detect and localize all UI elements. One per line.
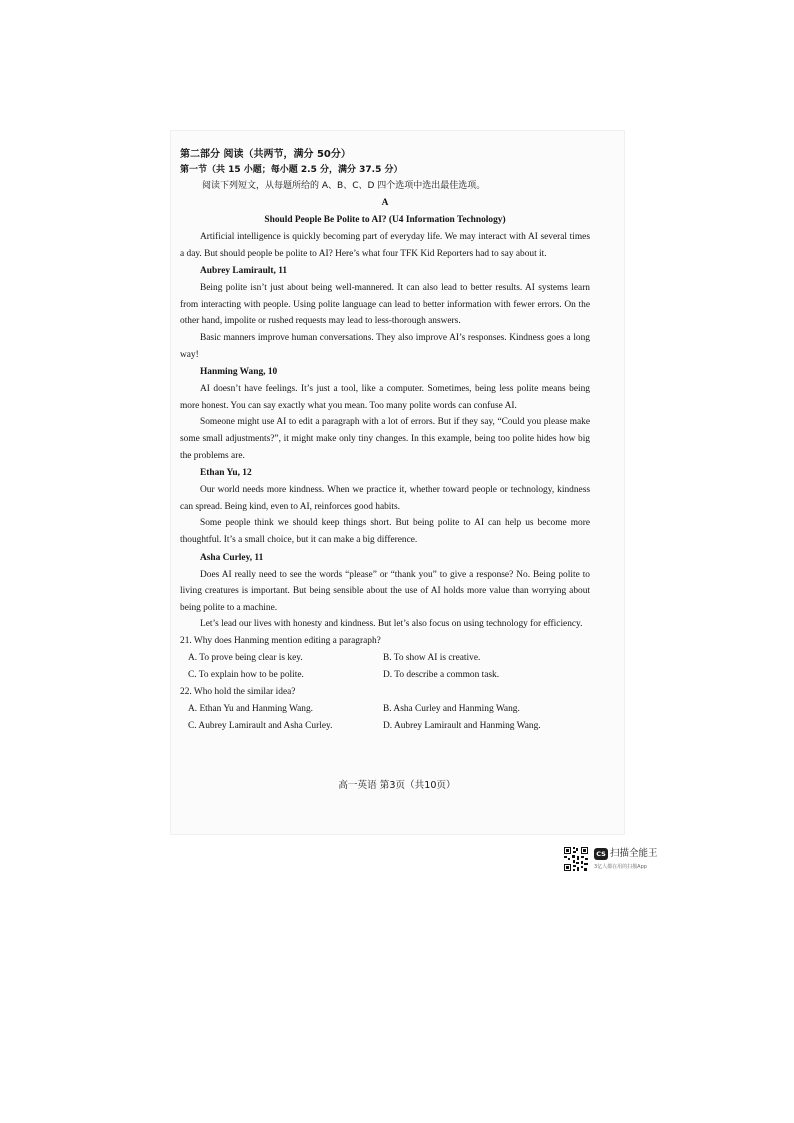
passage-paragraph: Some people think we should keep things short. But being polite to AI can help us become more thoughtful. It’s a small choice, but it can make a big difference. bbox=[180, 518, 590, 545]
passage-title: Should People Be Polite to AI? (U4 Information Technology) bbox=[264, 215, 506, 225]
section-heading: 第一节（共 15 小题；每小题 2.5 分，满分 37.5 分） bbox=[180, 165, 403, 175]
scanner-logo: CS bbox=[594, 848, 608, 860]
passage-paragraph: Basic manners improve human conversations. They also improve AI’s responses. Kindness goes a long way! bbox=[180, 332, 590, 360]
passage-letter: A bbox=[381, 198, 389, 208]
speaker-name: Hanming Wang, 10 bbox=[200, 367, 278, 378]
passage-paragraph: Being polite isn’t just about being well-mannered. It can also lead to better results. AI systems learn from interacting with people. Using polite language can lead to better information with fewer errors. On the other hand, impolite or rushed requests may lead to less-thorough answers. bbox=[180, 283, 590, 327]
passage-paragraph: AI doesn’t have feelings. It’s just a tool, like a computer. Sometimes, being less polite means being more honest. You can say exactly what you mean. Too many polite words can confuse AI. bbox=[180, 384, 590, 411]
scanner-watermark bbox=[563, 846, 673, 874]
answer-option: C. To explain how to be polite. bbox=[188, 669, 304, 680]
speaker-name: Aubrey Lamirault, 11 bbox=[200, 266, 288, 277]
reading-section bbox=[180, 146, 590, 735]
passage-intro: Artificial intelligence is quickly becoming part of everyday life. We may interact with AI several times a day. But should people be polite to AI? Here’s what four TFK Kid Reporters had to say about it. bbox=[180, 232, 590, 259]
scanner-tagline: 3亿人都在用的扫描App bbox=[594, 864, 647, 870]
speaker-block bbox=[180, 549, 590, 633]
answer-options bbox=[180, 701, 590, 735]
answer-option: B. To show AI is creative. bbox=[383, 652, 481, 663]
speaker-name: Asha Curley, 11 bbox=[200, 552, 264, 563]
answer-option: A. Ethan Yu and Hanming Wang. bbox=[188, 703, 314, 714]
answer-option: D. Aubrey Lamirault and Hanming Wang. bbox=[383, 720, 541, 731]
answer-options bbox=[180, 650, 590, 684]
passage-paragraph: Someone might use AI to edit a paragraph with a lot of errors. But if they say, “Could you please make some small adjustments?”, it might make only tiny changes. In this example, being too polite hides how big the problems are. bbox=[180, 417, 590, 461]
question-stem: 22. Who hold the similar idea? bbox=[180, 686, 296, 697]
speaker-name: Ethan Yu, 12 bbox=[200, 468, 252, 479]
question-block bbox=[180, 684, 590, 735]
speaker-block bbox=[180, 262, 590, 363]
answer-option: C. Aubrey Lamirault and Asha Curley. bbox=[188, 720, 333, 731]
passage-paragraph: Let’s lead our lives with honesty and kindness. But let’s also focus on using technology for efficiency. bbox=[200, 619, 583, 630]
passage-paragraph: Our world needs more kindness. When we practice it, whether toward people or technology, kindness can spread. Being kind, even to AI, reinforces good habits. bbox=[180, 485, 590, 512]
answer-option: A. To prove being clear is key. bbox=[188, 652, 303, 663]
passage-paragraph: Does AI really need to see the words “please” or “thank you” to give a response? No. Being polite to living creatures is important. But being sensible about the use of AI holds more value than worrying about being polite to a machine. bbox=[180, 569, 590, 613]
instructions: 阅读下列短文，从每题所给的 A、B、C、D 四个选项中选出最佳选项。 bbox=[202, 181, 486, 191]
answer-option: B. Asha Curley and Hanming Wang. bbox=[383, 703, 520, 714]
page-footer: 高一英语 第3页（共10页） bbox=[338, 780, 456, 791]
speaker-block bbox=[180, 363, 590, 464]
scanner-name: 扫描全能王 bbox=[610, 848, 658, 859]
question-stem: 21. Why does Hanming mention editing a paragraph? bbox=[180, 635, 381, 646]
speaker-block bbox=[180, 464, 590, 548]
answer-option: D. To describe a common task. bbox=[383, 669, 500, 680]
qr-code-icon bbox=[563, 846, 589, 872]
part-heading: 第二部分 阅读（共两节，满分 50分） bbox=[180, 149, 351, 160]
question-block bbox=[180, 633, 590, 684]
